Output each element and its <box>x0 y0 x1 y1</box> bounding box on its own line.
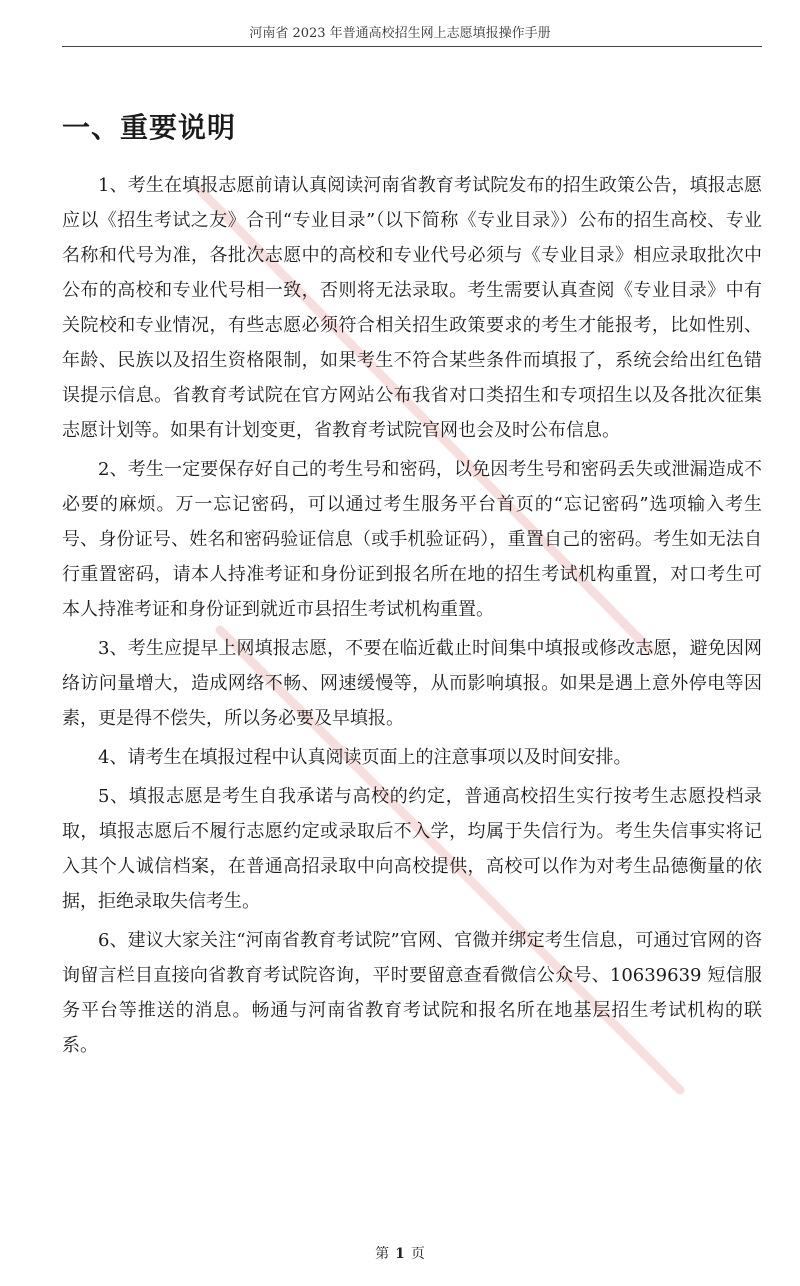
paragraph-5: 5、填报志愿是考生自我承诺与高校的约定，普通高校招生实行按考生志愿投档录取，填报志愿后不履行志愿约定或录取后不入学，均属于失信行为。考生失信事实将记入其个人诚信档案，在普通高招录取中向高校提供，高校可以作为对考生品德衡量的依据，拒绝录取失信考生。 <box>62 786 762 912</box>
paragraph-6: 6、建议大家关注“河南省教育考试院”官网、官微并绑定考生信息，可通过官网的咨询留言栏目直接向省教育考试院咨询，平时要留意查看微信公众号、10639639 短信服务平台等推送的消息。畅通与河南省教育考试院和报名所在地基层招生考试机构的联系。 <box>62 930 762 1056</box>
paragraph-3: 3、考生应提早上网填报志愿，不要在临近截止时间集中填报或修改志愿，避免因网络访问量增大，造成网络不畅、网速缓慢等，从而影响填报。如果是遇上意外停电等因素，更是得不偿失，所以务必要及早填报。 <box>62 638 762 729</box>
page-number: 1 <box>395 1246 405 1262</box>
running-header: 河南省 2023 年普通高校招生网上志愿填报操作手册 <box>249 26 551 41</box>
page-label-suffix: 页 <box>410 1246 425 1262</box>
paragraph-1: 1、考生在填报志愿前请认真阅读河南省教育考试院发布的招生政策公告，填报志愿应以《招生考试之友》合刊“专业目录”（以下简称《专业目录》）公布的招生高校、专业名称和代号为准，各批次志愿中的高校和专业代号必须与《专业目录》相应录取批次中公布的高校和专业代号相一致，否则将无法录取。考生需要认真查阅《专业目录》中有关院校和专业情况，有些志愿必须符合相关招生政策要求的考生才能报考，比如性别、年龄、民族以及招生资格限制，如果考生不符合某些条件而填报了，系统会给出红色错误提示信息。省教育考试院在官方网站公布我省对口类招生和专项招生以及各批次征集志愿计划等。如果有计划变更，省教育考试院官网也会及时公布信息。 <box>62 175 762 441</box>
page-label-prefix: 第 <box>375 1246 390 1262</box>
page-footer <box>0 1243 800 1263</box>
paragraph-2: 2、考生一定要保存好自己的考生号和密码，以免因考生号和密码丢失或泄漏造成不必要的麻烦。万一忘记密码，可以通过考生服务平台首页的“忘记密码”选项输入考生号、身份证号、姓名和密码验证信息（或手机验证码），重置自己的密码。考生如无法自行重置密码，请本人持准考证和身份证到报名所在地的招生考试机构重置，对口考生可本人持准考证和身份证到就近市县招生考试机构重置。 <box>62 459 762 620</box>
paragraph-4: 4、请考生在填报过程中认真阅读页面上的注意事项以及时间安排。 <box>98 747 632 768</box>
document-body <box>62 168 762 1067</box>
section-title: 一、重要说明 <box>62 111 237 144</box>
header-divider <box>62 46 762 47</box>
